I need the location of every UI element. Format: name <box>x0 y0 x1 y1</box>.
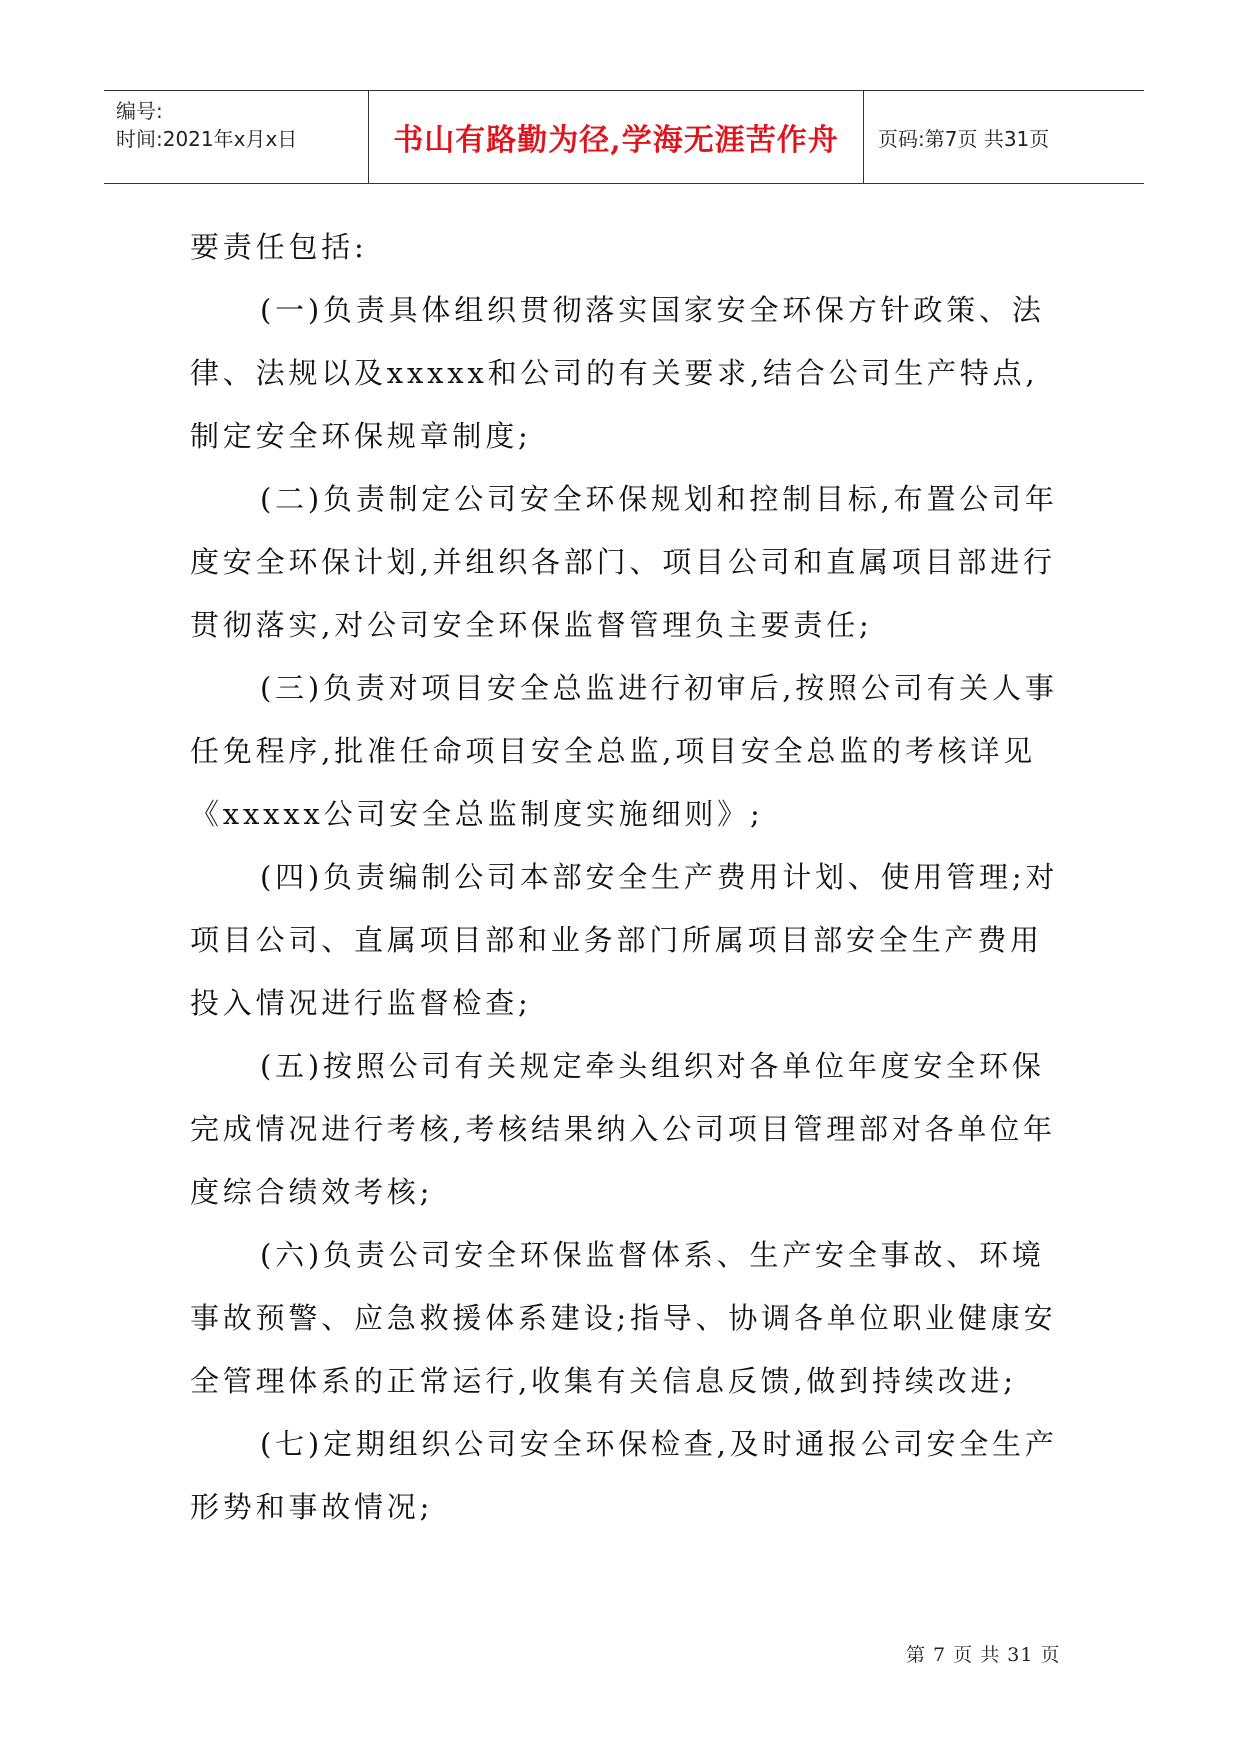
paragraph: (七)定期组织公司安全环保检查,及时通报公司安全生产形势和事故情况; <box>190 1427 1058 1524</box>
paragraph: (六)负责公司安全环保监督体系、生产安全事故、环境事故预警、应急救援体系建设;指导、协调各单位职业健康安全管理体系的正常运行,收集有关信息反馈,做到持续改进; <box>190 1238 1057 1398</box>
page-footer: 第 7 页 共 31 页 <box>906 1644 1061 1666</box>
header-motto: 书山有路勤为径,学海无涯苦作舟 <box>393 123 839 158</box>
header-info-cell <box>104 91 369 183</box>
paragraph: (五)按照公司有关规定牵头组织对各单位年度安全环保完成情况进行考核,考核结果纳入公司项目管理部对各单位年度综合绩效考核; <box>190 1049 1056 1209</box>
document-body <box>190 216 1070 1539</box>
paragraph: (四)负责编制公司本部安全生产费用计划、使用管理;对项目公司、直属项目部和业务部门所属项目部安全生产费用投入情况进行监督检查; <box>190 860 1059 1020</box>
header-motto-cell <box>369 91 864 183</box>
paragraph: 要责任包括: <box>190 230 368 264</box>
page-header <box>104 90 1144 184</box>
document-time-label: 时间:2021年x月x日 <box>116 127 298 151</box>
paragraph: (三)负责对项目安全总监进行初审后,按照公司有关人事任免程序,批准任命项目安全总监,项目安全总监的考核详见《xxxxx公司安全总监制度实施细则》; <box>190 671 1058 831</box>
paragraph: (二)负责制定公司安全环保规划和控制目标,布置公司年度安全环保计划,并组织各部门、项目公司和直属项目部进行贯彻落实,对公司安全环保监督管理负主要责任; <box>190 482 1058 642</box>
header-page-cell <box>864 91 1144 183</box>
document-number-label: 编号: <box>116 99 163 123</box>
header-page-info: 页码:第7页 共31页 <box>878 126 1050 151</box>
paragraph: (一)负责具体组织贯彻落实国家安全环保方针政策、法律、法规以及xxxxx和公司的有关要求,结合公司生产特点,制定安全环保规章制度; <box>190 293 1045 453</box>
